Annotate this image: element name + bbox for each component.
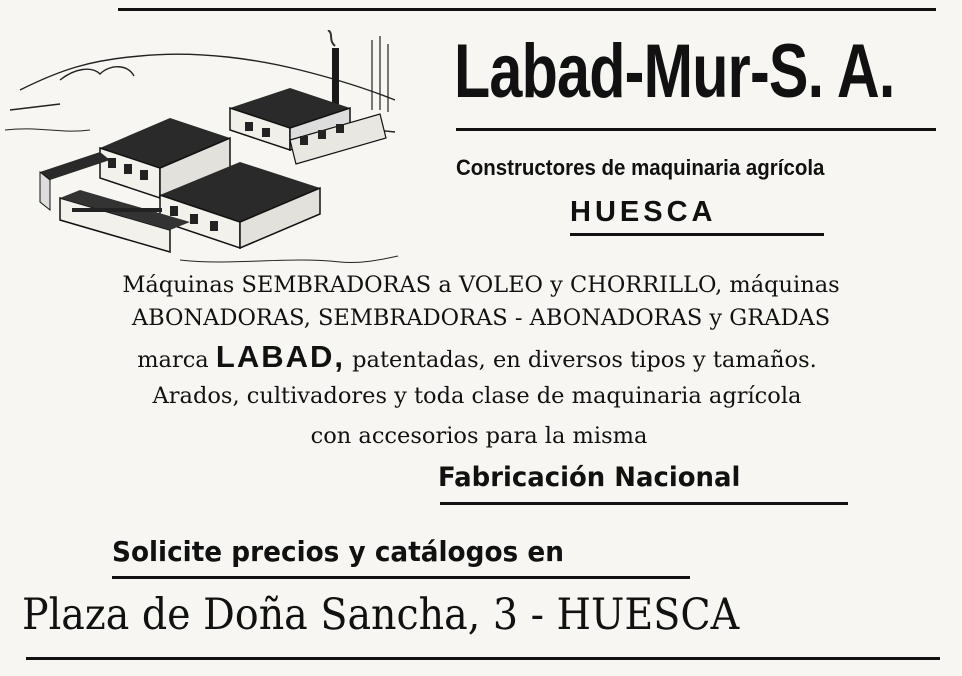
products-line-1-text: Máquinas SEMBRADORAS a VOLEO y CHORRILLO, máquinas	[122, 272, 840, 298]
products-line-4-text: Arados, cultivadores y toda clase de maquinaria agrícola	[152, 383, 802, 409]
products-line-5-text: con accesorios para la misma	[310, 423, 648, 449]
call-to-action: Solicite precios y catálogos en	[112, 535, 564, 568]
factory-icon	[0, 30, 400, 270]
tagline: Constructores de maquinaria agrícola	[456, 155, 825, 180]
brand-suffix: patentadas, en diversos tipos y tamaños.	[352, 347, 817, 373]
products-line-2-text: ABONADORAS, SEMBRADORAS - ABONADORAS y GRADAS	[131, 305, 831, 331]
call-to-action-underline	[112, 576, 690, 579]
top-border	[118, 8, 936, 11]
products-line-5	[0, 421, 960, 451]
products-line-4	[0, 381, 958, 411]
brand-name: LABAD,	[215, 339, 345, 374]
origin-underline	[440, 502, 848, 505]
city-heading: HUESCA	[570, 196, 717, 228]
city-underline	[570, 233, 824, 236]
brand-prefix: marca	[137, 347, 209, 373]
company-underline	[456, 128, 936, 131]
address: Plaza de Doña Sancha, 3 - HUESCA	[22, 590, 740, 640]
products-line-3	[0, 339, 958, 375]
origin-label: Fabricación Nacional	[438, 462, 741, 493]
products-line-2	[0, 303, 962, 333]
company-name: Labad-Mur-S. A.	[454, 29, 895, 114]
bottom-border	[26, 657, 940, 660]
products-line-1	[0, 270, 962, 300]
